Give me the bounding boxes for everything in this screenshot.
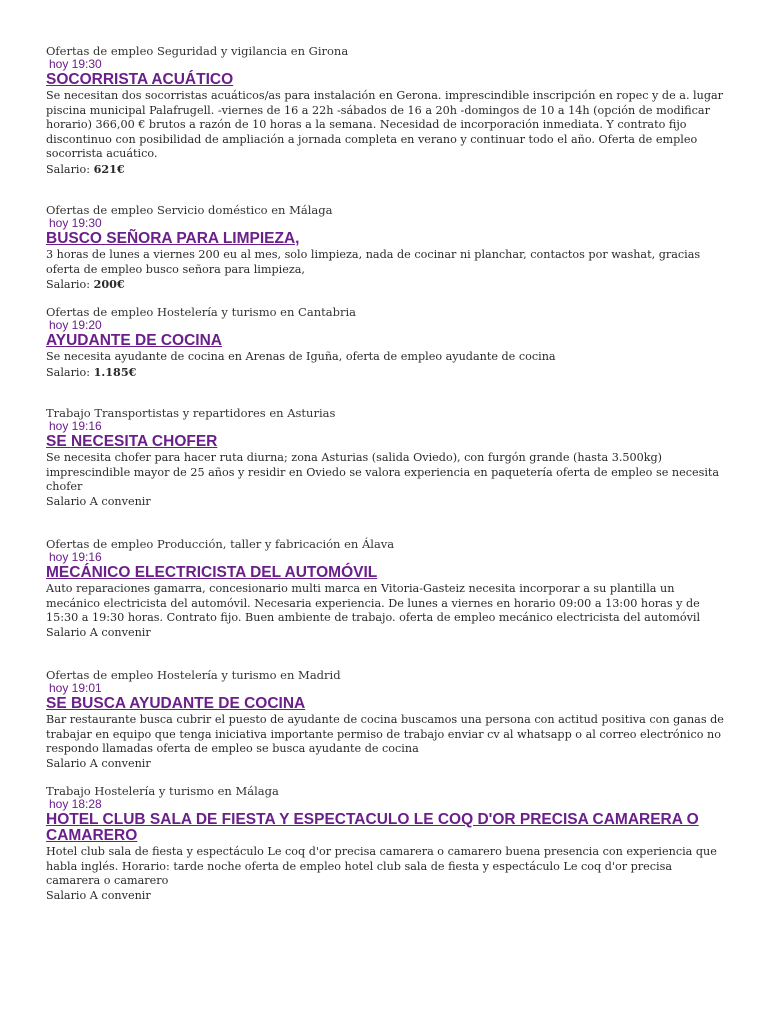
listing-category: Ofertas de empleo Seguridad y vigilancia en Girona xyxy=(46,44,349,58)
listing-ayudante-cocina-madrid xyxy=(46,668,726,771)
listing-time: hoy 19:30 xyxy=(49,216,102,230)
listing-title-link[interactable]: SOCORRISTA ACUÁTICO xyxy=(46,71,234,88)
salary-value: 1.185€ xyxy=(93,364,137,379)
listing-hotel-club xyxy=(46,784,726,903)
listing-socorrista xyxy=(46,44,726,177)
listing-category: Ofertas de empleo Hostelería y turismo en Cantabria xyxy=(46,305,356,319)
salary-label: Salario: xyxy=(46,162,91,176)
listing-time: hoy 18:28 xyxy=(49,797,102,811)
salary-label: Salario: xyxy=(46,365,91,379)
salary-label: Salario A convenir xyxy=(46,625,151,639)
listing-description: Bar restaurante busca cubrir el puesto de ayudante de cocina buscamos una persona con actitud positiva con ganas de trabajar en equipo que tenga iniciativa importante permiso de trabajo enviar cv al whatsapp o al correo electrónico no respondo llamadas oferta de empleo se busca ayudante de cocina xyxy=(46,713,724,755)
listing-description: Se necesitan dos socorristas acuáticos/as para instalación en Gerona. imprescindible inscripción en ropec y de a. lugar piscina municipal Palafrugell. -viernes de 16 a 22h -sábados de 16 a 20h -domingos de 10 a 14h (opción de modificar horario) 366,00 € brutos a razón de 10 horas a la semana. Necesidad de incorporación inmediata. Y contrato fijo discontinuo con posibilidad de ampliación a jornada completa en verano y continuar todo el año. Oferta de empleo socorrista acuático. xyxy=(46,89,724,160)
listing-salary xyxy=(46,365,726,381)
listing-salary xyxy=(46,162,726,178)
listing-category: Trabajo Transportistas y repartidores en Asturias xyxy=(46,406,336,420)
listing-time: hoy 19:20 xyxy=(49,318,102,332)
listing-description: Se necesita ayudante de cocina en Arenas de Iguña, oferta de empleo ayudante de cocina xyxy=(46,350,556,363)
listing-description: 3 horas de lunes a viernes 200 eu al mes, solo limpieza, nada de cocinar ni planchar, contactos por washat, gracias oferta de empleo busco señora para limpieza, xyxy=(46,248,701,276)
listing-category: Trabajo Hostelería y turismo en Málaga xyxy=(46,784,279,798)
listing-ayudante-cocina-cantabria xyxy=(46,305,726,380)
listing-time: hoy 19:01 xyxy=(49,681,102,695)
listing-title-link[interactable]: AYUDANTE DE COCINA xyxy=(46,332,222,349)
listing-salary xyxy=(46,495,726,510)
salary-value: 621€ xyxy=(93,161,125,176)
listing-chofer xyxy=(46,406,726,509)
salary-value: 200€ xyxy=(93,277,125,291)
listing-category: Ofertas de empleo Servicio doméstico en Málaga xyxy=(46,203,333,217)
listing-salary xyxy=(46,277,726,293)
listing-salary xyxy=(46,757,726,772)
listing-title-link[interactable]: SE BUSCA AYUDANTE DE COCINA xyxy=(46,695,306,712)
listing-description: Auto reparaciones gamarra, concesionario multi marca en Vitoria-Gasteiz necesita incorporar a su plantilla un mecánico electricista del automóvil. Necesaria experiencia. De lunes a viernes en horario 09:00 a 13:00 horas y de 15:30 a 19:30 horas. Contrato fijo. Buen ambiente de trabajo. oferta de empleo mecánico electricista del automóvil xyxy=(46,582,701,624)
listing-title-link[interactable]: HOTEL CLUB SALA DE FIESTA Y ESPECTACULO LE COQ D'OR PRECISA CAMARERA O CAMARERO xyxy=(46,811,699,844)
listing-description: Se necesita chofer para hacer ruta diurna; zona Asturias (salida Oviedo), con furgón grande (hasta 3.500kg) imprescindible mayor de 25 años y residir en Oviedo se valora experiencia en paquetería oferta de empleo se necesita chofer xyxy=(46,451,720,493)
listing-title-link[interactable]: BUSCO SEÑORA PARA LIMPIEZA, xyxy=(46,230,300,247)
listing-salary xyxy=(46,889,726,904)
listing-time: hoy 19:16 xyxy=(49,419,102,433)
listing-description: Hotel club sala de fiesta y espectáculo Le coq d'or precisa camarera o camarero buena presencia con experiencia que habla inglés. Horario: tarde noche oferta de empleo hotel club sala de fiesta y espectáculo Le coq d'or precisa camarera o camarero xyxy=(46,845,717,887)
listing-title-link[interactable]: SE NECESITA CHOFER xyxy=(46,433,218,450)
salary-label: Salario: xyxy=(46,278,91,291)
listing-limpieza xyxy=(46,203,726,293)
listing-salary xyxy=(46,626,726,641)
salary-label: Salario A convenir xyxy=(46,888,151,902)
listing-category: Ofertas de empleo Producción, taller y fabricación en Álava xyxy=(46,537,395,551)
listing-time: hoy 19:16 xyxy=(49,550,102,564)
listing-mecanico xyxy=(46,537,726,640)
salary-label: Salario A convenir xyxy=(46,494,151,508)
listing-category: Ofertas de empleo Hostelería y turismo en Madrid xyxy=(46,668,341,682)
listing-title-link[interactable]: MECÁNICO ELECTRICISTA DEL AUTOMÓVIL xyxy=(46,564,378,581)
listing-time: hoy 19:30 xyxy=(49,57,102,71)
salary-label: Salario A convenir xyxy=(46,756,151,770)
